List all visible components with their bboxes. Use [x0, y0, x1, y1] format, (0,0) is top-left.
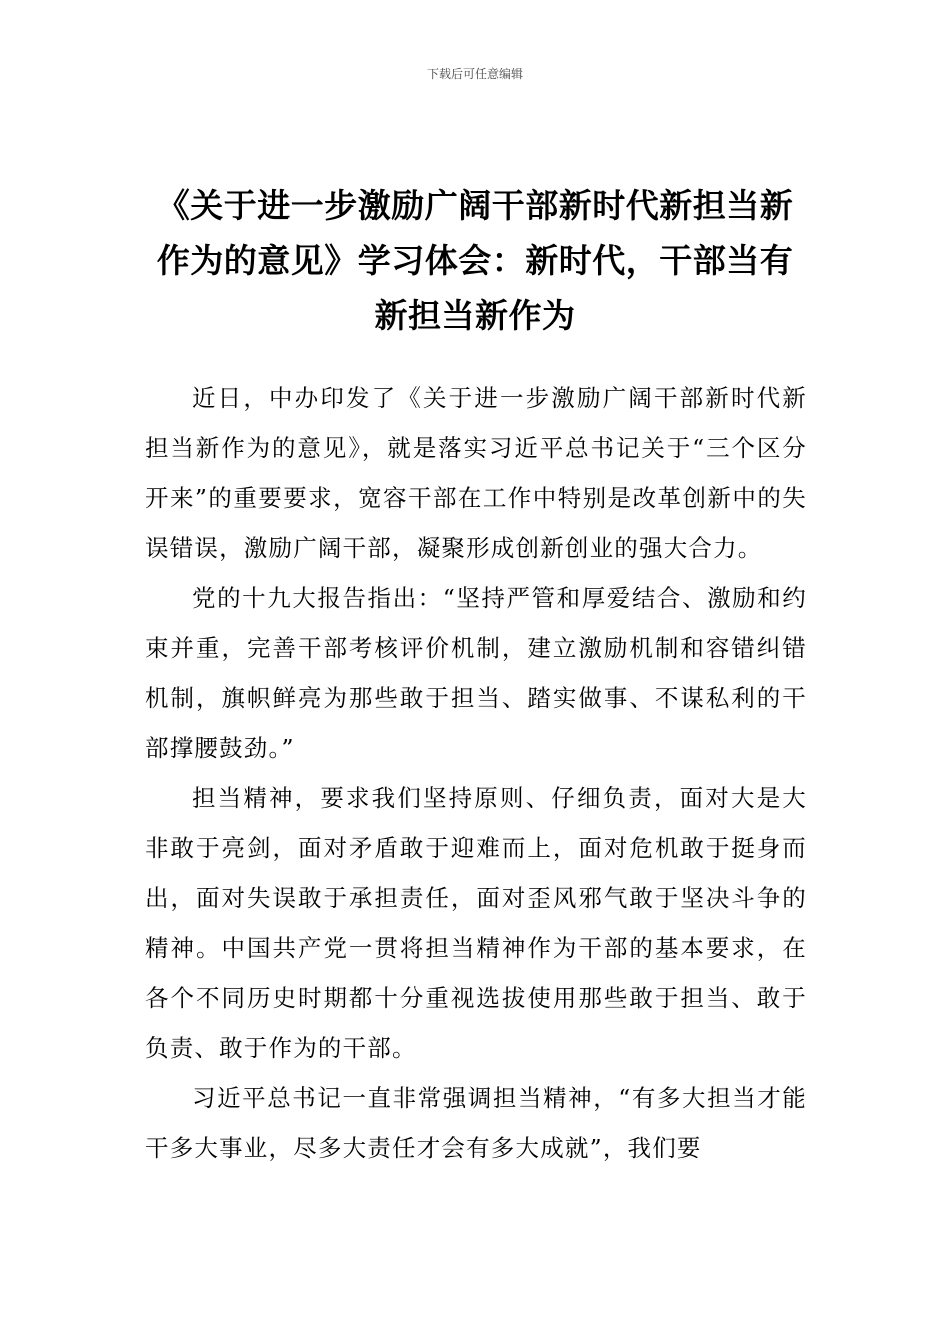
document-body	[145, 373, 807, 1173]
header-note: 下载后可任意编辑	[426, 67, 523, 81]
paragraph-3: 担当精神，要求我们坚持原则、仔细负责，面对大是大非敢于亮剑，面对矛盾敢于迎难而上，面对危机敢于挺身而出，面对失误敢于承担责任，面对歪风邪气敢于坚决斗争的精神。中国共产党一贯将担当精神作为干部的基本要求，在各个不同历史时期都十分重视选拔使用那些敢于担当、敢于负责、敢于作为的干部。	[145, 784, 807, 1062]
paragraph-2: 党的十九大报告指出：“坚持严管和厚爱结合、激励和约束并重，完善干部考核评价机制，建立激励机制和容错纠错机制，旗帜鲜亮为那些敢于担当、踏实做事、不谋私利的干部撑腰鼓劲。”	[145, 584, 807, 762]
paragraph-4: 习近平总书记一直非常强调担当精神，“有多大担当才能干多大事业，尽多大责任才会有多大成就”，我们要	[145, 1084, 807, 1162]
paragraph-1: 近日，中办印发了《关于进一步激励广阔干部新时代新担当新作为的意见》，就是落实习近平总书记关于“三个区分开来”的重要要求，宽容干部在工作中特别是改革创新中的失误错误，激励广阔干部，凝聚形成创新创业的强大合力。	[145, 384, 807, 562]
document-title: 《关于进一步激励广阔干部新时代新担当新作为的意见》学习体会：新时代，干部当有新担当新作为	[156, 186, 794, 335]
